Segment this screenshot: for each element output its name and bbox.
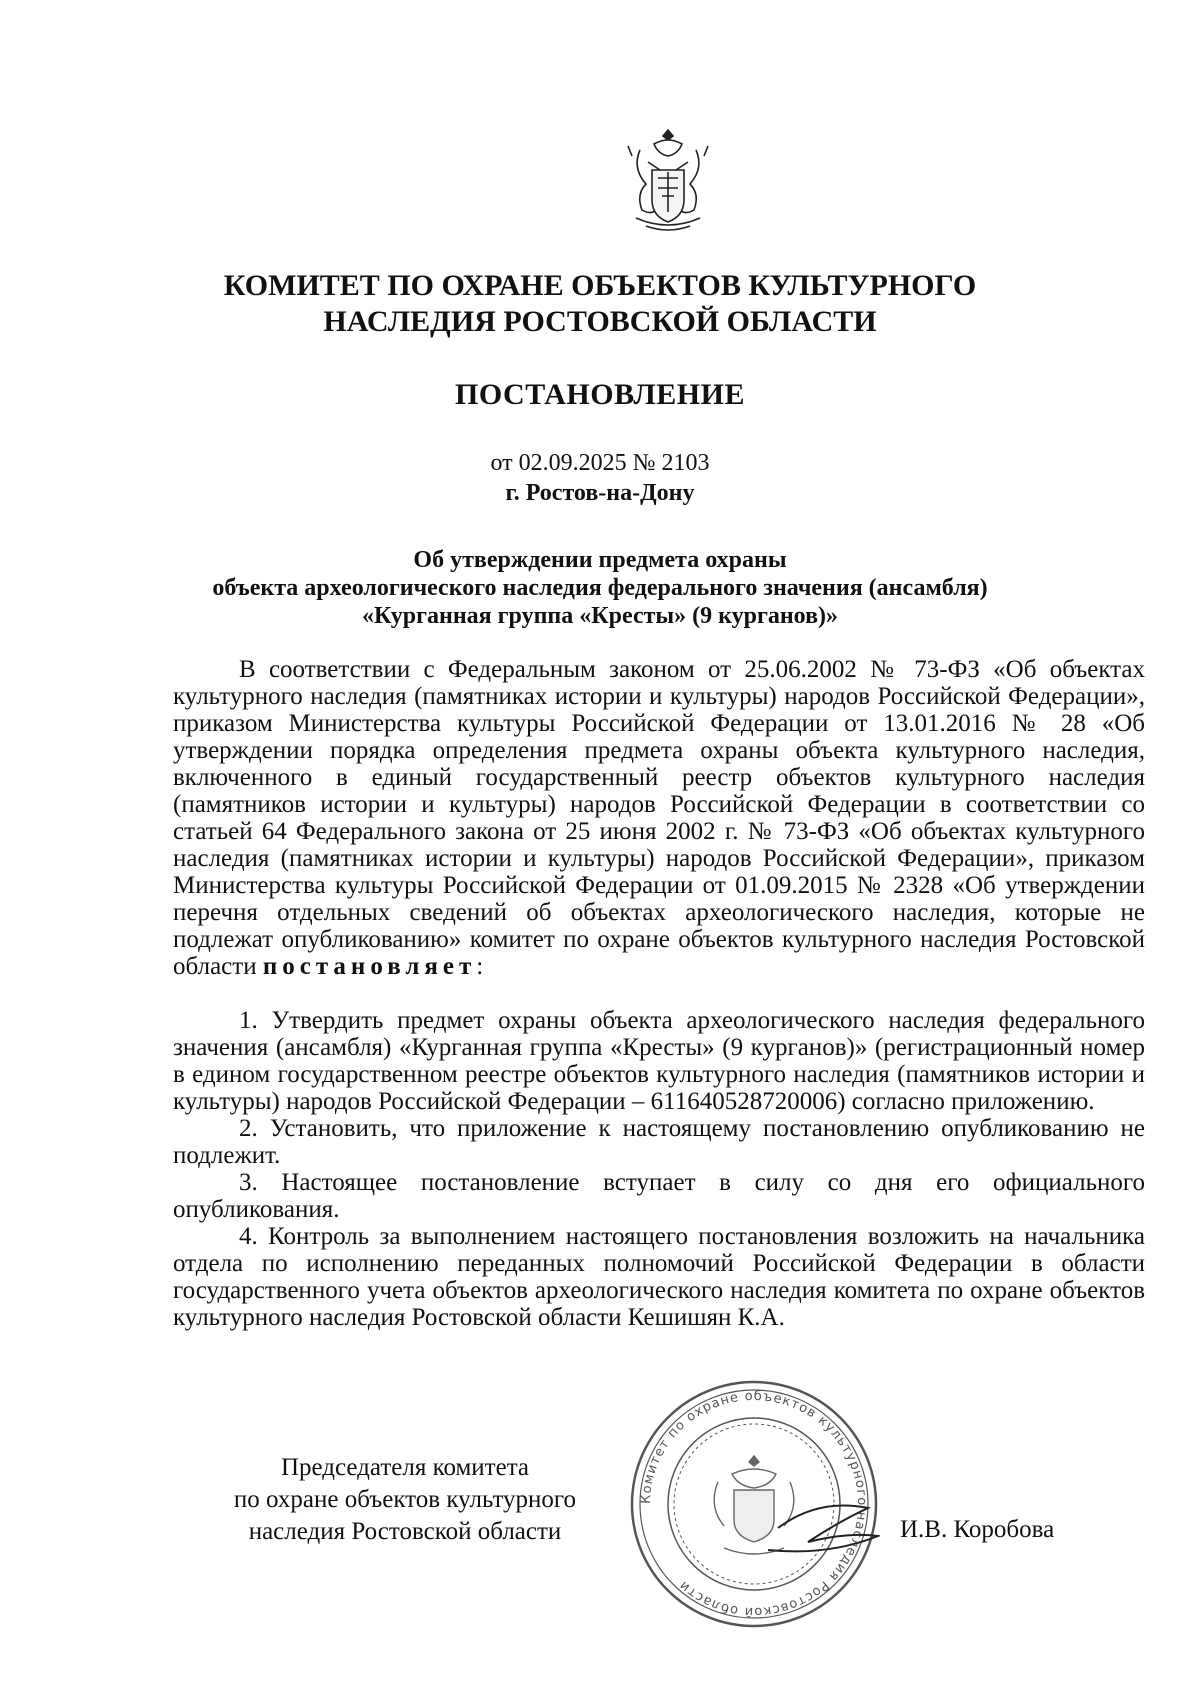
list-item-3: 3. Настоящее постановление вступает в силу со дня его официального опубликования.: [173, 1169, 1145, 1223]
position-line-1: Председателя комитета: [280, 1454, 530, 1481]
signatory-position: [170, 1452, 640, 1548]
document-type: ПОСТАНОВЛЕНИЕ: [455, 378, 745, 411]
preamble-text: В соответствии с Федеральным законом от 25.06.2002 № 73-ФЗ «Об объектах культурного наследия (памятниках истории и культуры) народов Российской Федерации», приказом Министерства культуры Российской Федерации от 13.01.2016 № 28 «Об утверждении порядка определения предмета охраны объекта культурного наследия, включенного в единый государственный реестр объектов культурного наследия (памятников истории и культуры) народов Российской Федерации в соответствии со статьей 64 Федерального закона от 25 июня 2002 г. № 73-ФЗ «Об объектах культурного наследия (памятниках истории и культуры) народов Российской Федерации», приказом Министерства культуры Российской Федерации от 01.09.2015 № 2328 «Об утверждении перечня отдельных сведений об объектах археологического наследия, которые не подлежат опубликованию» комитет по охране объектов культурного наследия Ростовской области: [173, 656, 1145, 980]
document-city: г. Ростов-на-Дону: [505, 480, 695, 506]
coat-of-arms-icon: [618, 122, 718, 242]
title-line-3: «Курганная группа «Кресты» (9 курганов)»: [361, 603, 839, 629]
title-line-2: объекта археологического наследия федерального значения (ансамбля): [212, 575, 988, 601]
document-title: [140, 546, 1060, 630]
list-item-4: 4. Контроль за выполнением настоящего постановления возложить на начальника отдела по исполнению переданных полномочий Российской Федерации в области государственного учета объектов археологического наследия комитета по охране объектов культурного наследия Ростовской области Кешишян К.А.: [173, 1223, 1145, 1331]
resolution-keyword: постановляет: [262, 953, 477, 980]
title-line-1: Об утверждении предмета охраны: [413, 547, 787, 573]
list-item-2: 2. Установить, что приложение к настоящему постановлению опубликованию не подлежит.: [173, 1115, 1145, 1169]
document-body: [173, 656, 1145, 1331]
document-date-number: от 02.09.2025 № 2103: [490, 450, 710, 476]
preamble-paragraph: [173, 656, 1145, 980]
org-line-1: КОМИТЕТ ПО ОХРАНЕ ОБЪЕКТОВ КУЛЬТУРНОГО: [223, 269, 977, 302]
official-seal-icon: [628, 1378, 880, 1630]
seal-text: Комитет по охране объектов культурного наследия Ростовской области: [638, 1388, 870, 1620]
preamble-suffix: :: [476, 953, 484, 980]
list-item-1: 1. Утвердить предмет охраны объекта археологического наследия федерального значения (ансамбля) «Курганная группа «Кресты» (9 курганов)» (регистрационный номер в едином государственном реестре объектов культурного наследия (памятников истории и культуры) народов Российской Федерации – 611640528720006) согласно приложению.: [173, 1007, 1145, 1115]
organization-name: [150, 268, 1050, 340]
org-line-2: НАСЛЕДИЯ РОСТОВСКОЙ ОБЛАСТИ: [323, 305, 877, 338]
position-line-3: наследия Ростовской области: [248, 1518, 562, 1545]
position-line-2: по охране объектов культурного: [233, 1486, 577, 1513]
signatory-name: И.В. Коробова: [900, 1516, 1055, 1543]
